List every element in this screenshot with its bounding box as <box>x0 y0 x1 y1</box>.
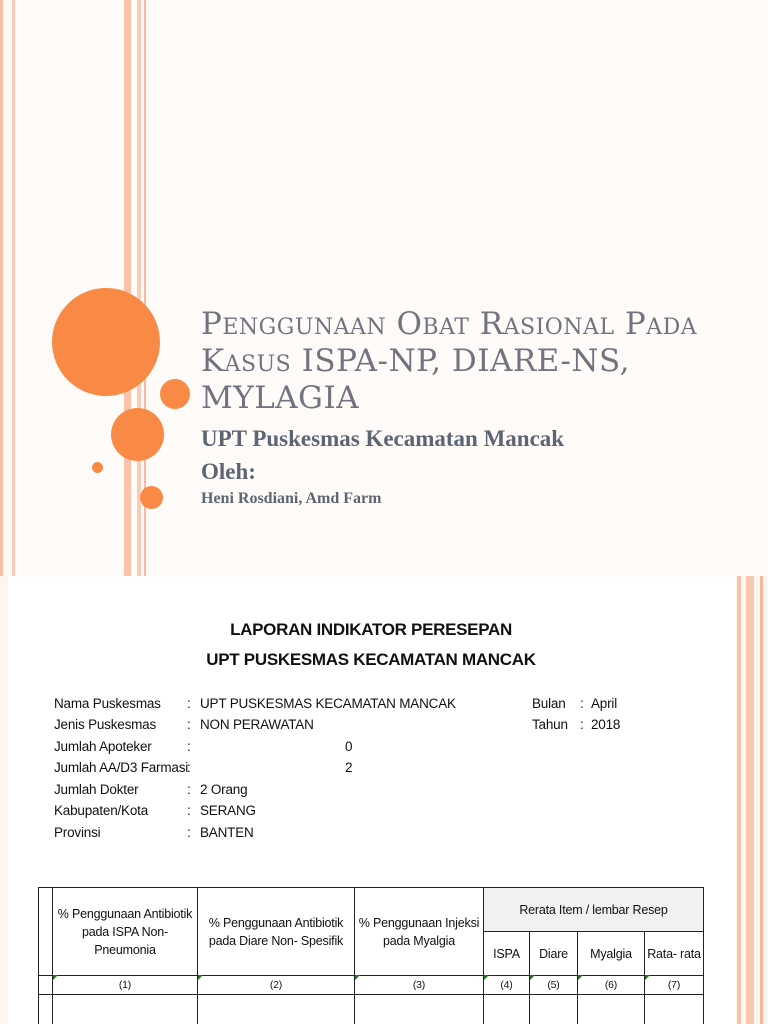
number-cell: (4) <box>484 976 530 995</box>
info-value: UPT PUSKESMAS KECAMATAN MANCAK <box>200 696 456 711</box>
cell-marker <box>530 975 535 980</box>
data-cell <box>355 995 484 1024</box>
info-label: Jumlah Apoteker <box>54 739 152 754</box>
cell-marker <box>484 975 489 980</box>
decor-circle-tiny <box>92 462 103 473</box>
header-col3: % Penggunaan Injeksi pada Myalgia <box>355 888 484 976</box>
header-sub-rata: Rata- rata <box>645 932 704 976</box>
info-label: Jenis Puskesmas <box>54 717 157 732</box>
data-cell <box>578 995 645 1024</box>
period-label: Tahun <box>532 717 568 732</box>
number-cell: (6) <box>578 976 645 995</box>
slide-title: Penggunaan Obat Rasional Pada Kasus ISPA-NP, DIARE-NS, MYLAGIA <box>201 306 698 416</box>
data-cell <box>198 995 355 1024</box>
header-col2: % Penggunaan Antibiotik pada Diare Non- Spesifik <box>198 888 355 976</box>
indicator-table <box>38 887 704 1024</box>
number-cell-blank <box>39 976 53 995</box>
author-name: Heni Rosdiani, Amd Farm <box>201 490 382 507</box>
data-cell <box>53 995 198 1024</box>
info-value: SERANG <box>200 803 256 818</box>
cell-marker <box>198 975 203 980</box>
slide-subtitle <box>201 422 741 488</box>
decor-stripe <box>137 0 141 576</box>
info-value: 0 <box>345 739 353 754</box>
info-value: 2 Orang <box>200 782 248 797</box>
data-cell <box>530 995 578 1024</box>
period-label: Bulan <box>532 696 566 711</box>
info-sep: : <box>187 782 191 797</box>
decor-stripe <box>124 0 131 576</box>
period-sep: : <box>580 717 584 732</box>
info-value: 2 <box>345 760 353 775</box>
subtitle-line: Oleh: <box>201 459 256 484</box>
number-cell: (3) <box>355 976 484 995</box>
decor-stripe <box>737 576 741 1024</box>
number-cell: (2) <box>198 976 355 995</box>
decor-stripe <box>746 576 754 1024</box>
info-sep: : <box>187 696 191 711</box>
decor-circle-large <box>52 288 160 396</box>
number-cell: (5) <box>530 976 578 995</box>
info-label: Jumlah Dokter <box>54 782 139 797</box>
info-sep: : <box>187 803 191 818</box>
info-sep: : <box>187 825 191 840</box>
header-col1: % Penggunaan Antibiotik pada ISPA Non-Pneumonia <box>53 888 198 976</box>
info-label: Nama Puskesmas <box>54 696 161 711</box>
period-value: April <box>591 696 618 711</box>
info-sep: : <box>187 739 191 754</box>
header-group: Rerata Item / lembar Resep <box>484 888 704 932</box>
data-cell <box>645 995 704 1024</box>
header-sub-myalgia: Myalgia <box>578 932 645 976</box>
subtitle-line: UPT Puskesmas Kecamatan Mancak <box>201 426 565 451</box>
cell-marker <box>578 975 583 980</box>
data-cell <box>484 995 530 1024</box>
decor-stripe <box>12 0 15 576</box>
info-value: BANTEN <box>200 825 254 840</box>
table-blank-cell <box>39 888 53 976</box>
cell-marker <box>53 975 58 980</box>
decor-circle-small <box>160 379 190 409</box>
decor-stripe <box>0 0 3 576</box>
info-label: Provinsi <box>54 825 101 840</box>
decor-stripe <box>760 576 763 1024</box>
cell-marker <box>645 975 650 980</box>
cell-marker <box>355 975 360 980</box>
report-slide <box>0 576 768 1024</box>
info-sep: : <box>187 717 191 732</box>
period-sep: : <box>580 696 584 711</box>
decor-circle-medium <box>111 408 164 461</box>
header-sub-diare: Diare <box>530 932 578 976</box>
info-label: Kabupaten/Kota <box>54 803 149 818</box>
info-label: Jumlah AA/D3 Farmasi <box>54 760 189 775</box>
period-value: 2018 <box>591 717 621 732</box>
header-sub-ispa: ISPA <box>484 932 530 976</box>
data-cell <box>39 995 53 1024</box>
report-subtitle: UPT PUSKESMAS KECAMATAN MANCAK <box>206 650 536 669</box>
decor-circle-small-2 <box>140 486 163 509</box>
info-value: NON PERAWATAN <box>200 717 314 732</box>
number-cell: (7) <box>645 976 704 995</box>
report-title: LAPORAN INDIKATOR PERESEPAN <box>230 620 512 639</box>
number-cell: (1) <box>53 976 198 995</box>
info-sep: : <box>187 760 191 775</box>
